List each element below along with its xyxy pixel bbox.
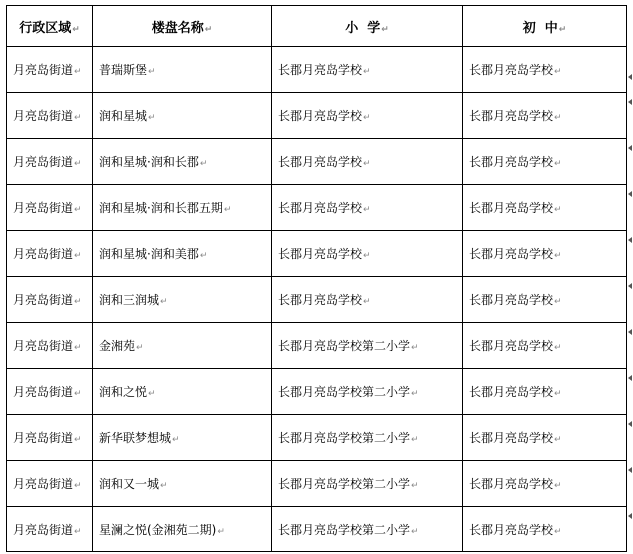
middle-school-cell-text: 长郡月亮岛学校	[469, 247, 554, 261]
middle-school-cell	[463, 231, 627, 277]
primary-school-cell	[272, 461, 463, 507]
primary-school-cell-text: 长郡月亮岛学校第二小学	[278, 431, 411, 445]
estate-cell	[93, 415, 272, 461]
paragraph-mark: ↵	[363, 113, 371, 123]
header-estate-label: 楼盘名称	[151, 20, 204, 36]
estate-cell	[93, 139, 272, 185]
paragraph-mark: ↵	[554, 251, 562, 261]
estate-cell-text: 润和星城·润和美郡	[99, 247, 199, 261]
paragraph-mark: ↵	[74, 251, 82, 261]
paragraph-mark: ↵	[363, 205, 371, 215]
paragraph-mark: ↵	[74, 389, 82, 399]
paragraph-mark: ↵	[554, 481, 562, 491]
paragraph-mark: ↵	[217, 526, 225, 537]
row-marker-icon	[628, 375, 632, 381]
row-marker-icon	[628, 145, 632, 151]
middle-school-cell-text: 长郡月亮岛学校	[469, 385, 554, 399]
district-cell	[7, 507, 93, 552]
paragraph-mark: ↵	[554, 435, 562, 445]
estate-cell	[93, 369, 272, 415]
middle-school-cell	[463, 139, 627, 185]
row-marker-icon	[628, 237, 632, 243]
paragraph-mark: ↵	[363, 297, 371, 307]
primary-school-cell-text: 长郡月亮岛学校	[278, 201, 363, 215]
table-row	[7, 323, 627, 369]
table-row	[7, 369, 627, 415]
table-row	[7, 461, 627, 507]
estate-cell-text: 润和星城	[99, 109, 148, 123]
estate-cell-text: 金湘苑	[99, 339, 136, 353]
header-district-label: 行政区域	[19, 20, 72, 36]
paragraph-mark: ↵	[74, 526, 82, 537]
paragraph-mark: ↵	[554, 343, 562, 353]
middle-school-cell-text: 长郡月亮岛学校	[469, 339, 554, 353]
paragraph-mark: ↵	[172, 435, 180, 445]
district-cell	[7, 323, 93, 369]
estate-cell-text: 润和星城·润和长郡五期	[99, 201, 223, 215]
primary-school-cell	[272, 93, 463, 139]
table-row	[7, 47, 627, 93]
middle-school-cell-text: 长郡月亮岛学校	[469, 293, 554, 307]
district-cell-text: 月亮岛街道	[13, 201, 74, 215]
primary-school-cell	[272, 369, 463, 415]
paragraph-mark: ↵	[148, 67, 156, 77]
header-primary-label: 小 学	[345, 20, 381, 36]
primary-school-cell-text: 长郡月亮岛学校第二小学	[278, 339, 411, 353]
primary-school-cell	[272, 231, 463, 277]
primary-school-cell-text: 长郡月亮岛学校	[278, 247, 363, 261]
table-row	[7, 231, 627, 277]
middle-school-cell	[463, 461, 627, 507]
paragraph-mark: ↵	[199, 251, 208, 261]
primary-school-cell	[272, 323, 463, 369]
estate-cell-text: 星澜之悦(金湘苑二期)	[99, 522, 217, 537]
estate-cell	[93, 185, 272, 231]
middle-school-cell-text: 长郡月亮岛学校	[469, 477, 554, 491]
estate-cell-text: 新华联梦想城	[99, 431, 172, 445]
primary-school-cell-text: 长郡月亮岛学校	[278, 63, 363, 77]
paragraph-mark: ↵	[74, 481, 82, 491]
primary-school-cell	[272, 139, 463, 185]
estate-cell-text: 润和星城·润和长郡	[99, 155, 199, 169]
paragraph-mark: ↵	[554, 526, 562, 537]
district-cell-text: 月亮岛街道	[13, 477, 74, 491]
paragraph-mark: ↵	[554, 205, 562, 215]
district-cell-text: 月亮岛街道	[13, 109, 74, 123]
table-header-row	[7, 6, 627, 47]
header-middle-label: 初 中	[522, 20, 558, 36]
district-cell	[7, 461, 93, 507]
primary-school-cell-text: 长郡月亮岛学校	[278, 293, 363, 307]
header-estate	[93, 6, 272, 47]
paragraph-mark: ↵	[363, 251, 371, 261]
paragraph-mark: ↵	[554, 159, 562, 169]
header-district	[7, 6, 93, 47]
middle-school-cell	[463, 93, 627, 139]
district-cell	[7, 369, 93, 415]
middle-school-cell	[463, 277, 627, 323]
district-cell	[7, 415, 93, 461]
estate-cell	[93, 93, 272, 139]
paragraph-mark: ↵	[411, 343, 419, 353]
paragraph-mark: ↵	[204, 24, 213, 35]
paragraph-mark: ↵	[160, 297, 168, 307]
row-marker-icon	[628, 191, 632, 197]
district-cell	[7, 185, 93, 231]
paragraph-mark: ↵	[74, 113, 82, 123]
row-marker-icon	[628, 421, 632, 427]
paragraph-mark: ↵	[160, 481, 168, 491]
row-marker-icon	[628, 99, 632, 105]
paragraph-mark: ↵	[411, 526, 419, 537]
header-middle-school	[463, 6, 627, 47]
middle-school-cell	[463, 507, 627, 552]
paragraph-mark: ↵	[554, 67, 562, 77]
primary-school-cell-text: 长郡月亮岛学校	[278, 109, 363, 123]
row-marker-icon	[628, 467, 632, 473]
district-cell-text: 月亮岛街道	[13, 339, 74, 353]
middle-school-cell	[463, 185, 627, 231]
row-marker-icon	[628, 283, 632, 289]
estate-cell-text: 普瑞斯堡	[99, 63, 148, 77]
paragraph-mark: ↵	[363, 67, 371, 77]
paragraph-mark: ↵	[554, 297, 562, 307]
paragraph-mark: ↵	[558, 24, 567, 35]
paragraph-mark: ↵	[411, 481, 419, 491]
row-marker-icon	[628, 513, 632, 519]
district-cell-text: 月亮岛街道	[13, 155, 74, 169]
estate-cell	[93, 231, 272, 277]
primary-school-cell-text: 长郡月亮岛学校第二小学	[278, 477, 411, 491]
district-cell-text: 月亮岛街道	[13, 385, 74, 399]
paragraph-mark: ↵	[411, 435, 419, 445]
estate-cell	[93, 323, 272, 369]
estate-cell-text: 润和之悦	[99, 385, 148, 399]
district-cell-text: 月亮岛街道	[13, 293, 74, 307]
paragraph-mark: ↵	[72, 24, 80, 35]
primary-school-cell-text: 长郡月亮岛学校	[278, 155, 363, 169]
estate-cell	[93, 507, 272, 552]
paragraph-mark: ↵	[554, 113, 562, 123]
estate-cell-text: 润和三润城	[99, 293, 160, 307]
district-cell-text: 月亮岛街道	[13, 431, 74, 445]
primary-school-cell-text: 长郡月亮岛学校第二小学	[278, 385, 411, 399]
middle-school-cell-text: 长郡月亮岛学校	[469, 155, 554, 169]
middle-school-cell	[463, 415, 627, 461]
paragraph-mark: ↵	[148, 389, 156, 399]
paragraph-mark: ↵	[136, 343, 144, 353]
middle-school-cell-text: 长郡月亮岛学校	[469, 109, 554, 123]
primary-school-cell	[272, 415, 463, 461]
table-row	[7, 185, 627, 231]
middle-school-cell	[463, 369, 627, 415]
paragraph-mark: ↵	[381, 24, 389, 35]
district-cell	[7, 139, 93, 185]
district-cell	[7, 93, 93, 139]
district-cell-text: 月亮岛街道	[13, 63, 74, 77]
primary-school-cell	[272, 277, 463, 323]
table-row	[7, 93, 627, 139]
row-marker-icon	[628, 329, 632, 335]
estate-cell-text: 润和又一城	[99, 477, 160, 491]
primary-school-cell	[272, 507, 463, 552]
paragraph-mark: ↵	[74, 159, 82, 169]
middle-school-cell-text: 长郡月亮岛学校	[469, 201, 554, 215]
middle-school-cell-text: 长郡月亮岛学校	[469, 522, 554, 537]
header-primary-school	[272, 6, 463, 47]
row-marker-icon	[628, 74, 632, 80]
middle-school-cell-text: 长郡月亮岛学校	[469, 431, 554, 445]
table-row	[7, 277, 627, 323]
district-cell	[7, 231, 93, 277]
paragraph-mark: ↵	[74, 435, 82, 445]
paragraph-mark: ↵	[74, 297, 82, 307]
district-cell-text: 月亮岛街道	[13, 247, 74, 261]
school-district-table	[6, 5, 627, 552]
paragraph-mark: ↵	[148, 113, 156, 123]
district-cell	[7, 47, 93, 93]
middle-school-cell	[463, 47, 627, 93]
primary-school-cell	[272, 185, 463, 231]
table-row	[7, 139, 627, 185]
table-row	[7, 507, 627, 552]
paragraph-mark: ↵	[74, 67, 82, 77]
primary-school-cell	[272, 47, 463, 93]
paragraph-mark: ↵	[199, 159, 208, 169]
paragraph-mark: ↵	[363, 159, 371, 169]
paragraph-mark: ↵	[74, 205, 82, 215]
middle-school-cell-text: 长郡月亮岛学校	[469, 63, 554, 77]
district-cell	[7, 277, 93, 323]
estate-cell	[93, 461, 272, 507]
district-cell-text: 月亮岛街道	[13, 522, 74, 537]
paragraph-mark: ↵	[411, 389, 419, 399]
middle-school-cell	[463, 323, 627, 369]
paragraph-mark: ↵	[554, 389, 562, 399]
paragraph-mark: ↵	[74, 343, 82, 353]
estate-cell	[93, 277, 272, 323]
paragraph-mark: ↵	[223, 205, 232, 215]
table-row	[7, 415, 627, 461]
primary-school-cell-text: 长郡月亮岛学校第二小学	[278, 522, 411, 537]
estate-cell	[93, 47, 272, 93]
